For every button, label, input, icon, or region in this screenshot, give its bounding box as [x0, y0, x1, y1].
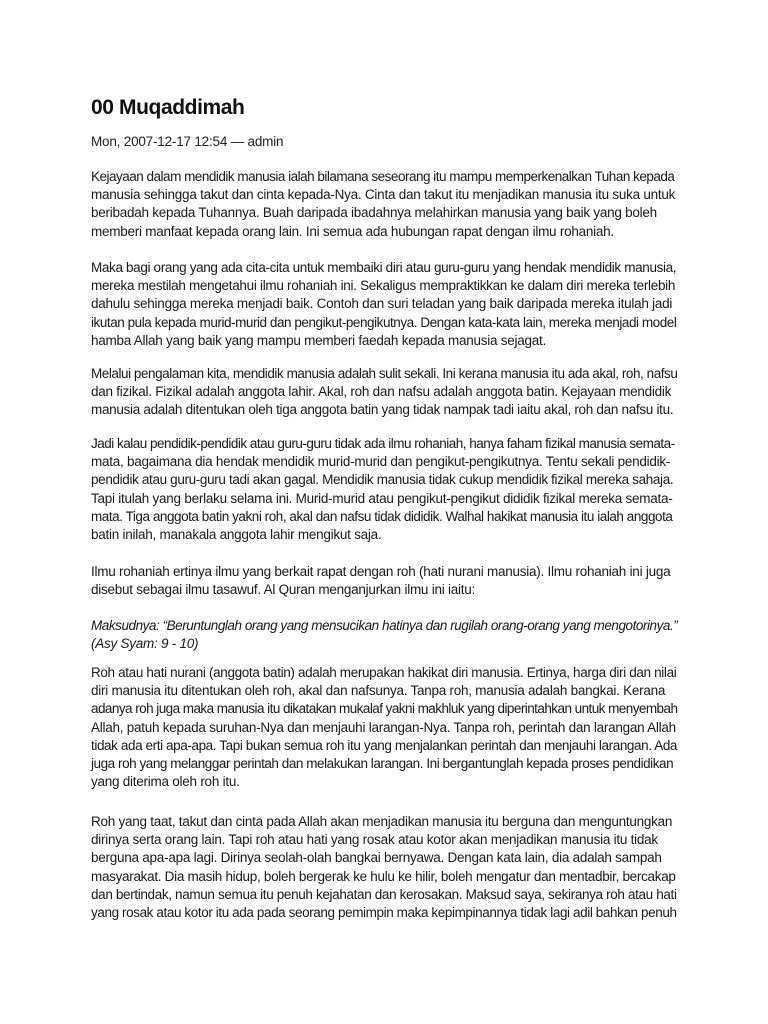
paragraph [91, 259, 677, 350]
text-line: Jadi kalau pendidik-pendidik atau guru-guru tidak ada ilmu rohaniah, hanya faham fizikal manusia semata- [91, 436, 675, 451]
text-line: mata, bagaimana dia hendak mendidik murid-murid dan pengikut-pengikutnya. Tentu sekali pendidik- [91, 454, 671, 470]
text-line: berguna apa-apa lagi. Dirinya seolah-olah bangkai bernyawa. Dengan kata lain, dia adalah sampah [91, 850, 662, 866]
post-meta: Mon, 2007-12-17 12:54 — admin [91, 134, 284, 149]
text-line: dan fizikal. Fizikal adalah anggota lahir. Akal, roh dan nafsu adalah anggota batin. Kejayaan mendidik [91, 384, 672, 400]
text-line: (Asy Syam: 9 - 10) [91, 636, 199, 652]
text-line: dirinya serta orang lain. Tapi roh atau hati yang rosak atau kotor akan menjadikan manusia itu tidak [91, 832, 658, 848]
text-line: dahulu sehingga mereka menjadi baik. Contoh dan suri teladan yang baik daripada mereka itulah jadi [91, 296, 673, 312]
text-line: batin inilah, manakala anggota lahir mengikut saja. [91, 527, 382, 543]
text-line: Maksudnya: “Beruntunglah orang yang mensucikan hatinya dan rugilah orang-orang yang mengotorinya.” [91, 618, 678, 633]
text-line: hamba Allah yang baik yang mampu memberi faedah kepada manusia sejagat. [91, 332, 547, 348]
text-line: adanya roh juga maka manusia itu dikatakan mukalaf yakni makhluk yang diperintahkan untuk menyembah [91, 701, 678, 717]
text-line: manusia adalah ditentukan oleh tiga anggota batin yang tidak nampak tadi iaitu akal, roh dan nafsu itu. [91, 402, 674, 418]
text-line: Roh yang taat, takut dan cinta pada Allah akan menjadikan manusia itu berguna dan menguntungkan [91, 814, 673, 829]
paragraph [91, 813, 677, 922]
paragraph [91, 365, 677, 420]
text-line: ikutan pula kepada murid-murid dan pengikut-pengikutnya. Dengan kata-kata lain, mereka menjadi model [91, 314, 677, 330]
text-line: disebut sebagai ilmu tasawuf. Al Quran menganjurkan ilmu ini iaitu: [91, 582, 475, 598]
text-line: beribadah kepada Tuhannya. Buah daripada ibadahnya melahirkan manusia yang baik yang boleh [91, 205, 657, 221]
text-line: Ilmu rohaniah ertinya ilmu yang berkait rapat dengan roh (hati nurani manusia). Ilmu rohaniah ini juga [91, 564, 671, 579]
text-line: memberi manfaat kepada orang lain. Ini semua ada hubungan rapat dengan ilmu rohaniah. [91, 223, 614, 239]
text-line: masyarakat. Dia masih hidup, boleh bergerak ke hulu ke hilir, boleh mengatur dan mentadbir, bercakap [91, 868, 676, 884]
paragraph [91, 435, 677, 544]
quote-paragraph [91, 617, 677, 653]
text-line: Kejayaan dalam mendidik manusia ialah bilamana seseorang itu mampu memperkenalkan Tuhan kepada [91, 169, 675, 184]
page-title: 00 Muqaddimah [91, 96, 245, 119]
text-line: Maka bagi orang yang ada cita-cita untuk membaiki diri atau guru-guru yang hendak mendidik manusia, [91, 260, 677, 275]
text-line: juga roh yang melanggar perintah dan melakukan larangan. Ini bergantunglah kepada proses pendidikan [91, 756, 674, 772]
paragraph [91, 563, 677, 599]
text-line: dan bertindak, namun semua itu penuh kejahatan dan kerosakan. Maksud saya, sekiranya roh atau hati [91, 886, 677, 902]
text-line: yang diterima oleh roh itu. [91, 774, 240, 790]
text-line: Tapi itulah yang berlaku selama ini. Murid-murid atau pengikut-pengikut dididik fizikal mereka semata- [91, 490, 673, 506]
text-line: Melalui pengalaman kita, mendidik manusia adalah sulit sekali. Ini kerana manusia itu ada akal, roh, nafsu [91, 366, 678, 381]
text-line: pendidik atau guru-guru tadi akan gagal. Mendidik manusia tidak cukup mendidik fizikal mereka sahaja. [91, 472, 674, 488]
text-line: Roh atau hati nurani (anggota batin) adalah merupakan hakikat diri manusia. Ertinya, harga diri dan nilai [91, 665, 677, 680]
text-line: diri manusia itu ditentukan oleh roh, akal dan nafsunya. Tanpa roh, manusia adalah bangkai. Kerana [91, 683, 666, 699]
text-line: mereka mestilah mengetahui ilmu rohaniah ini. Sekaligus mempraktikkan ke dalam diri mereka terlebih [91, 278, 676, 294]
text-line: mata. Tiga anggota batin yakni roh, akal dan nafsu tidak dididik. Walhal hakikat manusia itu ialah anggota [91, 508, 673, 524]
text-line: Allah, patuh kepada suruhan-Nya dan menjauhi larangan-Nya. Tanpa roh, perintah dan larangan Allah [91, 719, 676, 735]
text-line: yang rosak atau kotor itu ada pada seorang pemimpin maka kepimpinannya tidak lagi adil bahkan penuh [91, 905, 677, 921]
text-line: tidak ada erti apa-apa. Tapi bukan semua roh itu yang menjalankan perintah dan menjauhi larangan. Ada [91, 737, 678, 753]
paragraph [91, 664, 677, 791]
text-line: manusia sehingga takut dan cinta kepada-Nya. Cinta dan takut itu menjadikan manusia itu suka untuk [91, 187, 676, 203]
paragraph [91, 168, 677, 241]
